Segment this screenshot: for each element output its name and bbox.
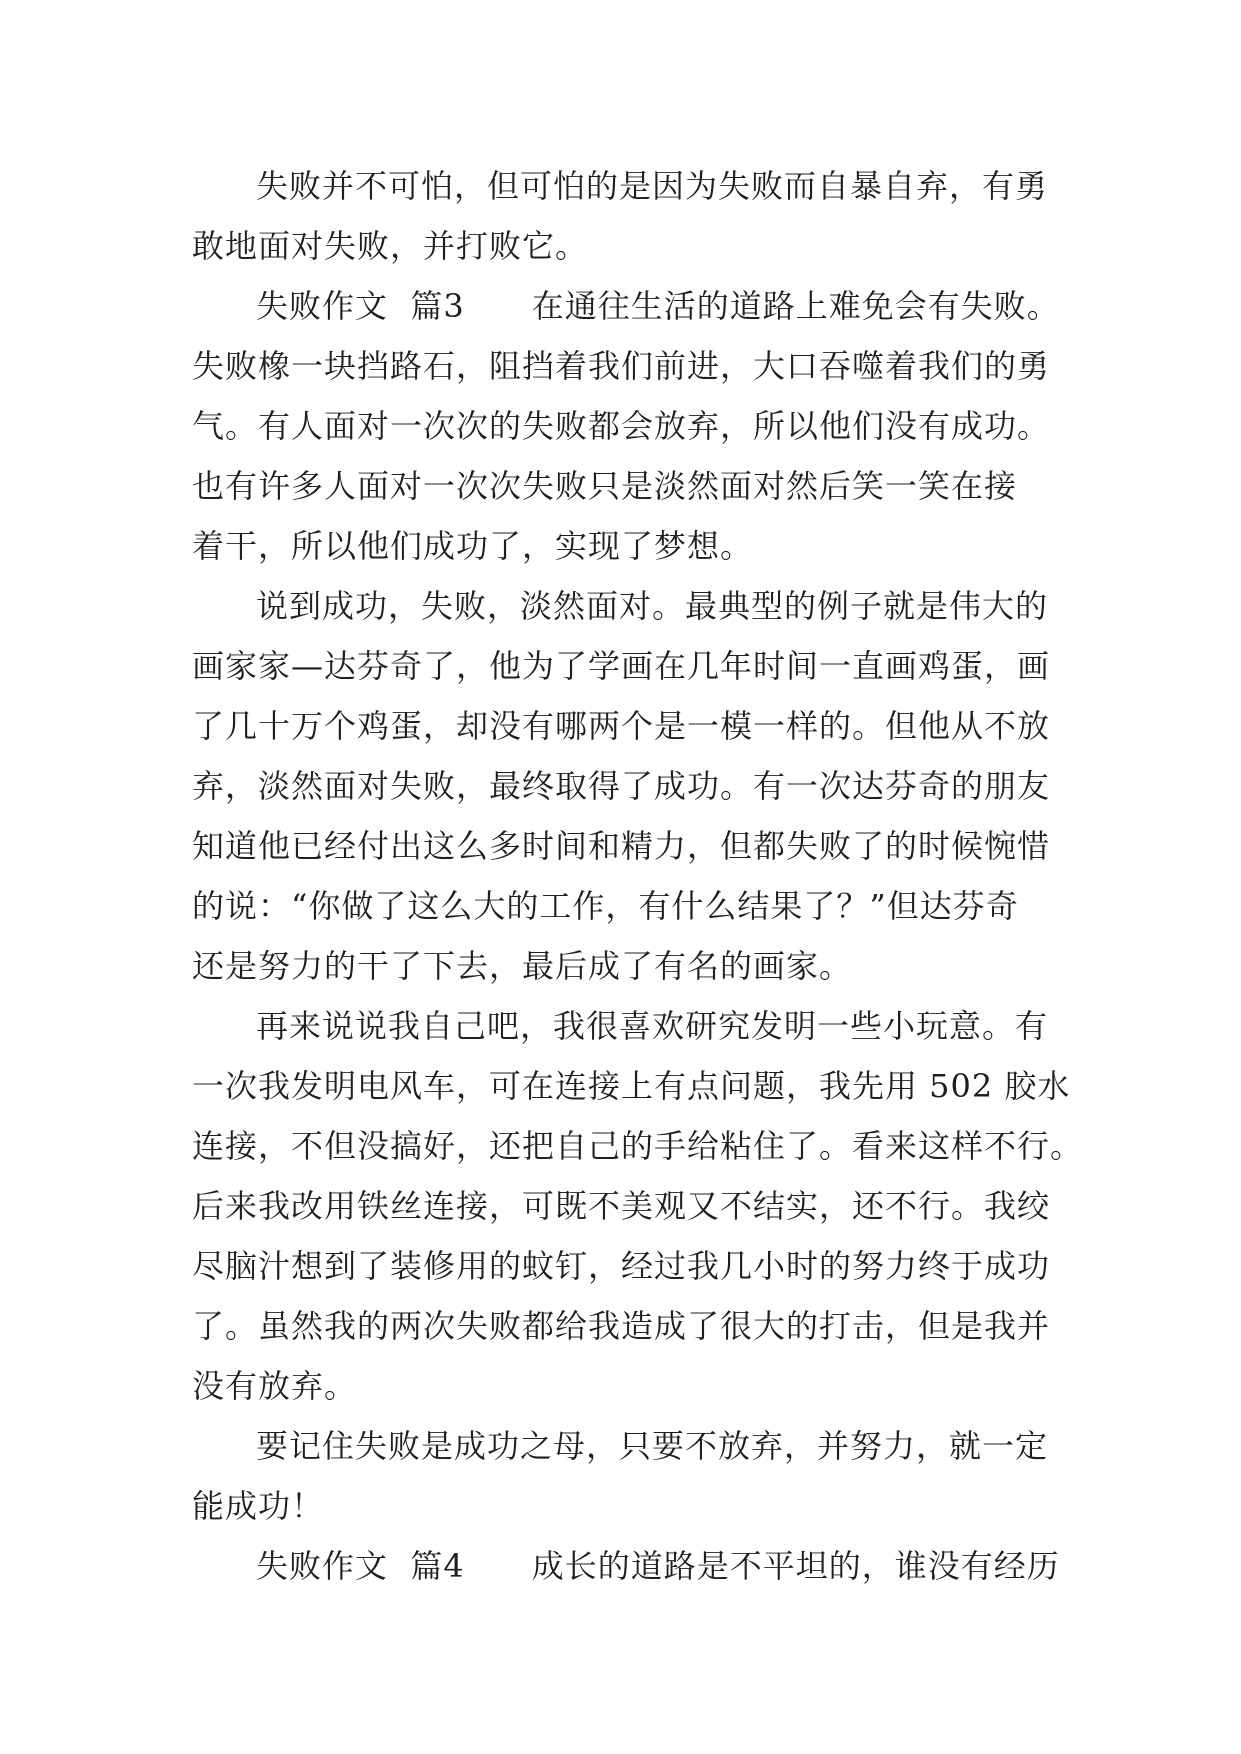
- paragraph-line: 后来我改用铁丝连接，可既不美观又不结实，还不行。我绞: [192, 1187, 1051, 1225]
- paragraph-line: 了。虽然我的两次失败都给我造成了很大的打击，但是我并: [192, 1307, 1051, 1345]
- section-heading-line: 失败作文 篇4 成长的道路是不平坦的，谁没有经历: [256, 1547, 1060, 1585]
- paragraph-line: 弃，淡然面对失败，最终取得了成功。有一次达芬奇的朋友: [192, 767, 1051, 805]
- paragraph-line: 说到成功，失败，淡然面对。最典型的例子就是伟大的: [256, 587, 1049, 625]
- paragraph-line: 尽脑汁想到了装修用的蚊钉，经过我几小时的努力终于成功: [192, 1247, 1051, 1285]
- paragraph-line: 失败并不可怕，但可怕的是因为失败而自暴自弃，有勇: [256, 167, 1049, 205]
- paragraph-line: 还是努力的干了下去，最后成了有名的画家。: [192, 947, 853, 985]
- paragraph-line: 的说：“你做了这么大的工作，有什么结果了？”但达芬奇: [192, 887, 1019, 925]
- paragraph-line: 画家家—达芬奇了，他为了学画在几年时间一直画鸡蛋，画: [192, 647, 1051, 685]
- paragraph-line: 要记住失败是成功之母，只要不放弃，并努力，就一定: [256, 1427, 1049, 1465]
- paragraph-line: 能成功！: [192, 1487, 325, 1525]
- paragraph-line: 敢地面对失败，并打败它。: [192, 227, 589, 265]
- paragraph-line: 再来说说我自己吧，我很喜欢研究发明一些小玩意。有: [256, 1007, 1049, 1045]
- paragraph-line: 知道他已经付出这么多时间和精力，但都失败了的时候惋惜: [192, 827, 1051, 865]
- paragraph-line: 也有许多人面对一次次失败只是淡然面对然后笑一笑在接: [192, 467, 1018, 505]
- paragraph-line: 没有放弃。: [192, 1367, 358, 1405]
- paragraph-line: 着干，所以他们成功了，实现了梦想。: [192, 527, 754, 565]
- paragraph-line: 了几十万个鸡蛋，却没有哪两个是一模一样的。但他从不放: [192, 707, 1051, 745]
- paragraph-line: 连接，不但没搞好，还把自己的手给粘住了。看来这样不行。: [192, 1127, 1084, 1165]
- paragraph-line: 失败橡一块挡路石，阻挡着我们前进，大口吞噬着我们的勇: [192, 347, 1051, 385]
- paragraph-line: 一次我发明电风车，可在连接上有点问题，我先用 502 胶水: [192, 1067, 1071, 1105]
- section-heading-line: 失败作文 篇3 在通往生活的道路上难免会有失败。: [256, 287, 1060, 325]
- paragraph-line: 气。有人面对一次次的失败都会放弃，所以他们没有成功。: [192, 407, 1051, 445]
